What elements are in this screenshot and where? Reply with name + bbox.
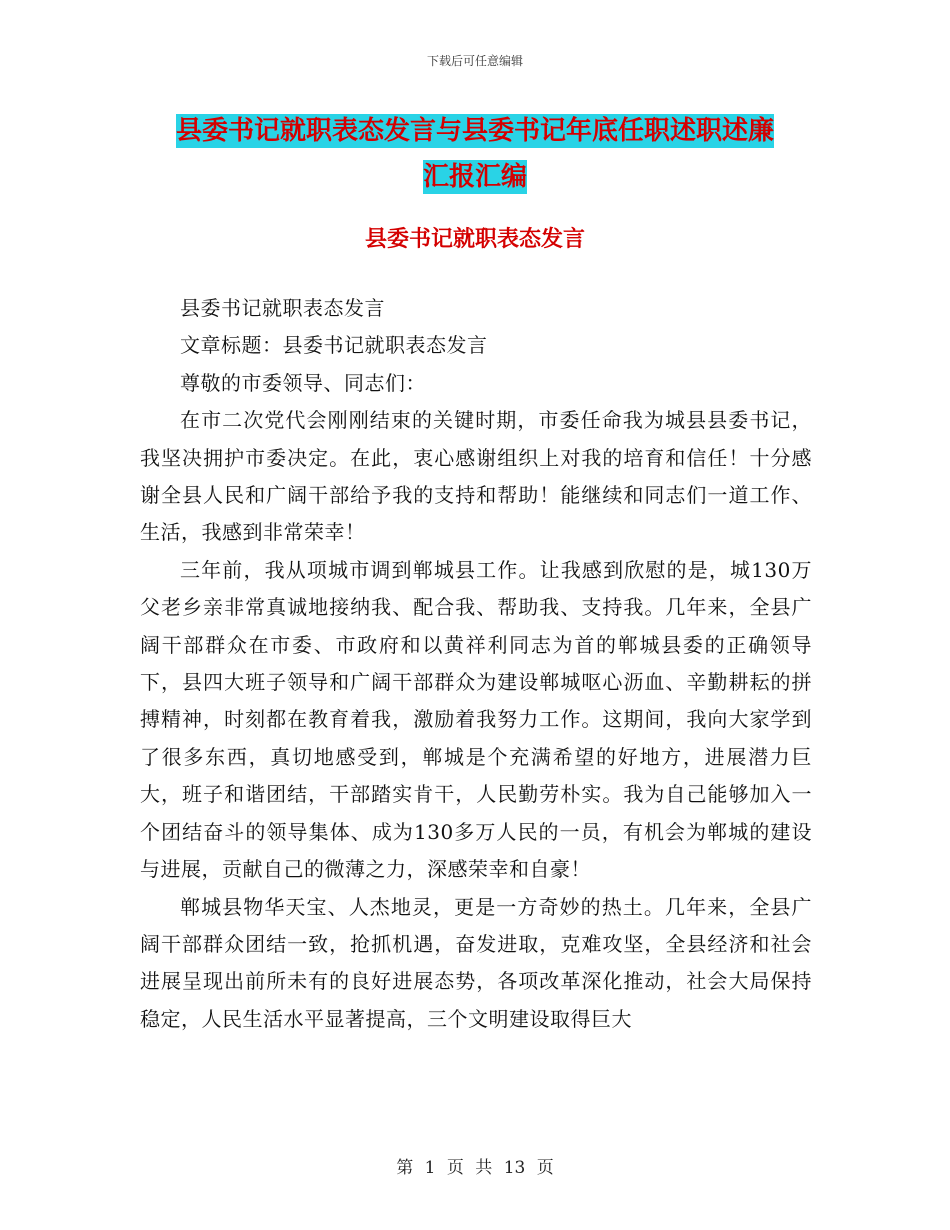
document-title: [140, 108, 810, 200]
paragraph: 尊敬的市委领导、同志们：: [180, 370, 426, 395]
document-title-line-1: 县委书记就职表态发言与县委书记年底任职述职述廉: [175, 116, 774, 146]
page-footer: 第 1 页 共 13 页: [396, 1158, 554, 1178]
paragraph: 三年前，我从项城市调到郸城县工作。让我感到欣慰的是，城130万父老乡亲非常真诚地接纳我、配合我、帮助我、支持我。几年来，全县广阔干部群众在市委、市政府和以黄祥利同志为首的郸城县委的正确领导下，县四大班子领导和广阔干部群众为建设郸城呕心沥血、辛勤耕耘的拼搏精神，时刻都在教育着我，激励着我努力工作。这期间，我向大家学到了很多东西，真切地感受到，郸城是个充满希望的好地方，进展潜力巨大，班子和谐团结，干部踏实肯干，人民勤劳朴实。我为自己能够加入一个团结奋斗的领导集体、成为130多万人民的一员，有机会为郸城的建设与进展，贡献自己的微薄之力，深感荣幸和自豪！: [140, 557, 812, 882]
document-title-line-2: 汇报汇编: [422, 162, 527, 192]
paragraph: 县委书记就职表态发言: [180, 296, 385, 320]
paragraph: 郸城县物华天宝、人杰地灵，更是一方奇妙的热土。几年来，全县广阔干部群众团结一致，抢抓机遇，奋发进取，克难攻坚，全县经济和社会进展呈现出前所未有的良好进展态势，各项改革深化推动，社会大局保持稳定，人民生活水平显著提高，三个文明建设取得巨大: [140, 894, 812, 1031]
section-title: 县委书记就职表态发言: [364, 227, 585, 252]
header-note: 下载后可任意编辑: [426, 54, 523, 68]
paragraph: 在市二次党代会刚刚结束的关键时期，市委任命我为城县县委书记，我坚决拥护市委决定。在此，衷心感谢组织上对我的培育和信任！十分感谢全县人民和广阔干部给予我的支持和帮助！能继续和同志们一道工作、生活，我感到非常荣幸！: [140, 408, 812, 545]
body-text: [140, 290, 812, 1038]
paragraph: 文章标题：县委书记就职表态发言: [180, 333, 488, 358]
